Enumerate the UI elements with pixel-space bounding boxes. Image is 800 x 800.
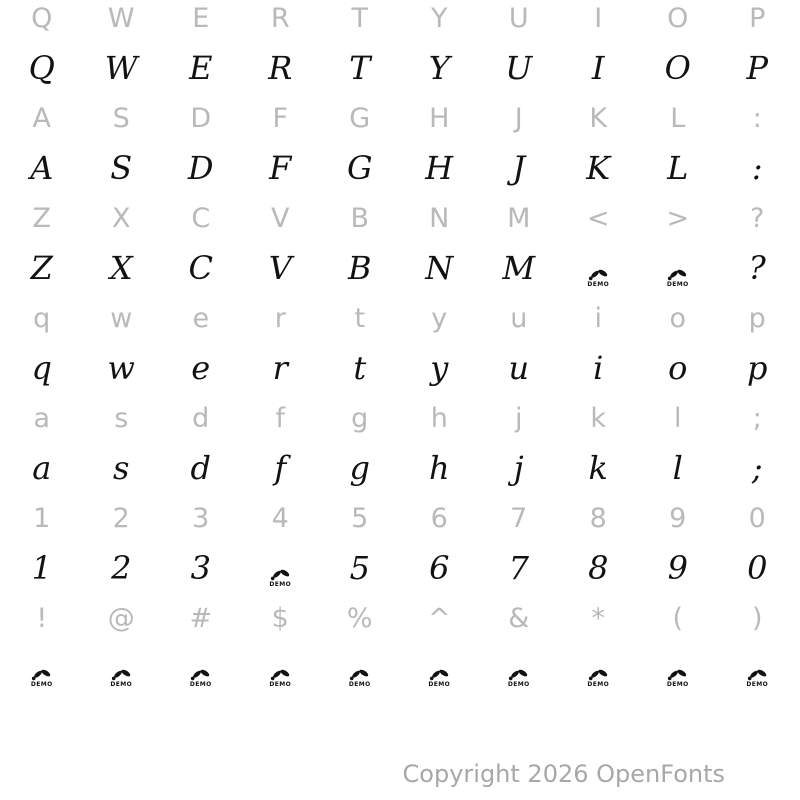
demo-placeholder-glyph	[110, 651, 133, 688]
glyph-cell: h	[430, 402, 448, 434]
glyph-cell: e	[192, 302, 210, 334]
glyph-cell: k	[590, 402, 607, 434]
reference-font-row-12	[2, 593, 798, 643]
demo-glyph-label: DEMO	[587, 681, 610, 688]
demo-font-row-11	[2, 543, 798, 593]
glyph-cell: u	[508, 349, 530, 387]
glyph-cell: Q	[28, 49, 55, 87]
demo-splash-icon	[269, 568, 292, 581]
glyph-cell: )	[751, 602, 763, 634]
demo-glyph	[666, 668, 689, 688]
demo-placeholder-glyph	[189, 651, 212, 688]
glyph-cell: a	[32, 449, 52, 487]
glyph-cell: Y	[431, 2, 448, 34]
demo-glyph	[666, 268, 689, 288]
demo-splash-icon	[666, 668, 689, 681]
glyph-cell: 1	[33, 502, 51, 534]
glyph-cell: Z	[30, 249, 53, 287]
glyph-cell: 1	[31, 549, 52, 587]
glyph-cell: B	[347, 249, 372, 287]
demo-font-row-9	[2, 443, 798, 493]
glyph-cell: R	[270, 2, 290, 34]
demo-glyph-label: DEMO	[587, 281, 610, 288]
glyph-cell: 8	[588, 549, 609, 587]
glyph-cell: G	[346, 149, 373, 187]
demo-glyph	[507, 668, 530, 688]
glyph-cell: ?	[750, 202, 765, 234]
glyph-cell: k	[588, 449, 608, 487]
glyph-cell: g	[351, 402, 369, 434]
glyph-cell: W	[104, 49, 138, 87]
demo-glyph	[269, 668, 292, 688]
demo-splash-icon	[587, 668, 610, 681]
glyph-cell: :	[752, 102, 762, 134]
demo-glyph	[269, 568, 292, 588]
demo-placeholder-glyph	[348, 651, 371, 688]
glyph-cell: A	[30, 149, 54, 187]
glyph-cell: D	[187, 149, 214, 187]
demo-glyph-label: DEMO	[666, 281, 689, 288]
glyph-cell: H	[429, 102, 450, 134]
glyph-cell: <	[586, 202, 610, 234]
demo-splash-icon	[110, 668, 133, 681]
demo-glyph-label: DEMO	[110, 681, 133, 688]
demo-splash-icon	[30, 668, 53, 681]
demo-placeholder-glyph	[428, 651, 451, 688]
demo-glyph-label: DEMO	[30, 681, 53, 688]
glyph-cell: w	[107, 349, 135, 387]
glyph-cell: 9	[667, 549, 688, 587]
demo-glyph	[428, 668, 451, 688]
glyph-cell: O	[664, 49, 691, 87]
glyph-cell: p	[748, 302, 766, 334]
glyph-cell: F	[272, 102, 289, 134]
glyph-cell: *	[591, 602, 605, 634]
glyph-cell: 0	[747, 549, 768, 587]
glyph-cell: p	[747, 349, 768, 387]
glyph-cell: d	[190, 449, 211, 487]
glyph-cell: I	[591, 49, 605, 87]
demo-glyph-label: DEMO	[507, 681, 530, 688]
glyph-cell: 2	[112, 502, 130, 534]
glyph-cell: K	[586, 149, 611, 187]
glyph-cell: 4	[271, 502, 289, 534]
glyph-cell: t	[354, 302, 366, 334]
glyph-cell: y	[431, 302, 448, 334]
glyph-cell: K	[589, 102, 608, 134]
glyph-cell: ;	[751, 449, 763, 487]
glyph-cell: V	[268, 249, 292, 287]
glyph-cell: !	[36, 602, 48, 634]
glyph-cell: (	[672, 602, 684, 634]
reference-font-row-2	[2, 93, 798, 143]
glyph-cell: J	[514, 102, 523, 134]
glyph-cell: ;	[752, 402, 762, 434]
demo-placeholder-glyph	[269, 551, 292, 588]
demo-glyph	[746, 668, 769, 688]
glyph-cell: t	[353, 349, 367, 387]
demo-placeholder-glyph	[746, 651, 769, 688]
glyph-cell: E	[192, 2, 210, 34]
glyph-cell: B	[350, 202, 370, 234]
glyph-cell: ?	[748, 249, 766, 287]
glyph-cell: o	[669, 302, 687, 334]
glyph-cell: >	[666, 202, 690, 234]
demo-placeholder-glyph	[666, 251, 689, 288]
demo-glyph-label: DEMO	[348, 681, 371, 688]
glyph-cell: P	[746, 49, 769, 87]
glyph-cell: #	[189, 602, 213, 634]
glyph-cell: w	[110, 302, 133, 334]
glyph-cell: j	[514, 402, 523, 434]
glyph-cell: P	[749, 2, 766, 34]
glyph-cell: @	[107, 602, 135, 634]
demo-placeholder-glyph	[30, 651, 53, 688]
glyph-cell: M	[502, 249, 536, 287]
glyph-cell: M	[507, 202, 531, 234]
glyph-cell: G	[349, 102, 371, 134]
glyph-cell: 6	[429, 549, 450, 587]
glyph-cell: i	[594, 302, 602, 334]
demo-font-row-5	[2, 243, 798, 293]
demo-glyph-label: DEMO	[269, 581, 292, 588]
font-specimen-grid	[2, 0, 798, 693]
demo-glyph	[110, 668, 133, 688]
glyph-cell: X	[109, 249, 133, 287]
reference-font-row-10	[2, 493, 798, 543]
demo-font-row-13	[2, 643, 798, 693]
glyph-cell: 2	[111, 549, 132, 587]
glyph-cell: T	[349, 49, 371, 87]
glyph-cell: g	[349, 449, 370, 487]
glyph-cell: L	[667, 149, 689, 187]
reference-font-row-8	[2, 393, 798, 443]
glyph-cell: R	[268, 49, 293, 87]
glyph-cell: ^	[427, 602, 451, 634]
glyph-cell: U	[505, 49, 533, 87]
glyph-cell: 3	[192, 502, 210, 534]
reference-font-row-0	[2, 0, 798, 43]
glyph-cell: y	[430, 349, 449, 387]
glyph-cell: r	[274, 302, 286, 334]
glyph-cell: S	[110, 149, 133, 187]
demo-splash-icon	[428, 668, 451, 681]
glyph-cell: T	[351, 2, 368, 34]
glyph-cell: &	[508, 602, 530, 634]
glyph-cell: J	[512, 149, 526, 187]
glyph-cell: u	[510, 302, 528, 334]
glyph-cell: f	[275, 402, 285, 434]
glyph-cell: 6	[430, 502, 448, 534]
glyph-cell: 5	[349, 549, 370, 587]
glyph-cell: :	[751, 149, 763, 187]
demo-splash-icon	[587, 268, 610, 281]
glyph-cell: f	[274, 449, 287, 487]
glyph-cell: q	[33, 302, 51, 334]
demo-placeholder-glyph	[587, 251, 610, 288]
demo-splash-icon	[269, 668, 292, 681]
demo-glyph	[30, 668, 53, 688]
demo-font-row-7	[2, 343, 798, 393]
glyph-cell: %	[346, 602, 373, 634]
glyph-cell: 3	[190, 549, 211, 587]
glyph-cell: h	[428, 449, 450, 487]
glyph-cell: I	[594, 2, 603, 34]
demo-glyph-label: DEMO	[746, 681, 769, 688]
glyph-cell: V	[271, 202, 290, 234]
demo-splash-icon	[348, 668, 371, 681]
demo-placeholder-glyph	[587, 651, 610, 688]
glyph-cell: r	[272, 349, 288, 387]
demo-glyph	[587, 268, 610, 288]
glyph-cell: F	[269, 149, 292, 187]
demo-placeholder-glyph	[269, 651, 292, 688]
glyph-cell: C	[188, 249, 213, 287]
glyph-cell: Q	[31, 2, 53, 34]
copyright-text: Copyright 2026 OpenFonts	[402, 760, 725, 788]
glyph-cell: Z	[32, 202, 51, 234]
glyph-cell: W	[107, 2, 135, 34]
demo-font-row-3	[2, 143, 798, 193]
demo-glyph	[189, 668, 212, 688]
demo-placeholder-glyph	[507, 651, 530, 688]
demo-glyph-label: DEMO	[269, 681, 292, 688]
glyph-cell: Y	[428, 49, 450, 87]
glyph-cell: q	[31, 349, 52, 387]
glyph-cell: d	[192, 402, 210, 434]
reference-font-row-4	[2, 193, 798, 243]
glyph-cell: i	[593, 349, 604, 387]
glyph-cell: 7	[510, 502, 528, 534]
glyph-cell: U	[508, 2, 529, 34]
glyph-cell: L	[670, 102, 686, 134]
demo-glyph	[348, 668, 371, 688]
glyph-cell: 9	[669, 502, 687, 534]
glyph-cell: D	[190, 102, 212, 134]
demo-glyph-label: DEMO	[666, 681, 689, 688]
glyph-cell: H	[425, 149, 454, 187]
demo-placeholder-glyph	[666, 651, 689, 688]
glyph-cell: A	[32, 102, 51, 134]
demo-splash-icon	[666, 268, 689, 281]
reference-font-row-6	[2, 293, 798, 343]
glyph-cell: s	[113, 449, 130, 487]
glyph-cell: l	[673, 402, 682, 434]
glyph-cell: N	[425, 249, 454, 287]
demo-splash-icon	[746, 668, 769, 681]
demo-splash-icon	[507, 668, 530, 681]
glyph-cell: e	[191, 349, 211, 387]
glyph-cell: a	[33, 402, 51, 434]
glyph-cell: 0	[748, 502, 766, 534]
glyph-cell: $	[271, 602, 289, 634]
glyph-cell: C	[191, 202, 211, 234]
glyph-cell: N	[429, 202, 450, 234]
glyph-cell: E	[189, 49, 213, 87]
demo-glyph	[587, 668, 610, 688]
glyph-cell: s	[114, 402, 129, 434]
glyph-cell: 7	[508, 549, 529, 587]
demo-splash-icon	[189, 668, 212, 681]
demo-font-row-1	[2, 43, 798, 93]
glyph-cell: j	[513, 449, 524, 487]
glyph-cell: S	[112, 102, 130, 134]
glyph-cell: 5	[351, 502, 369, 534]
glyph-cell: 8	[589, 502, 607, 534]
glyph-cell: O	[667, 2, 689, 34]
glyph-cell: o	[668, 349, 688, 387]
demo-glyph-label: DEMO	[428, 681, 451, 688]
glyph-cell: X	[112, 202, 131, 234]
glyph-cell: l	[672, 449, 683, 487]
demo-glyph-label: DEMO	[189, 681, 212, 688]
